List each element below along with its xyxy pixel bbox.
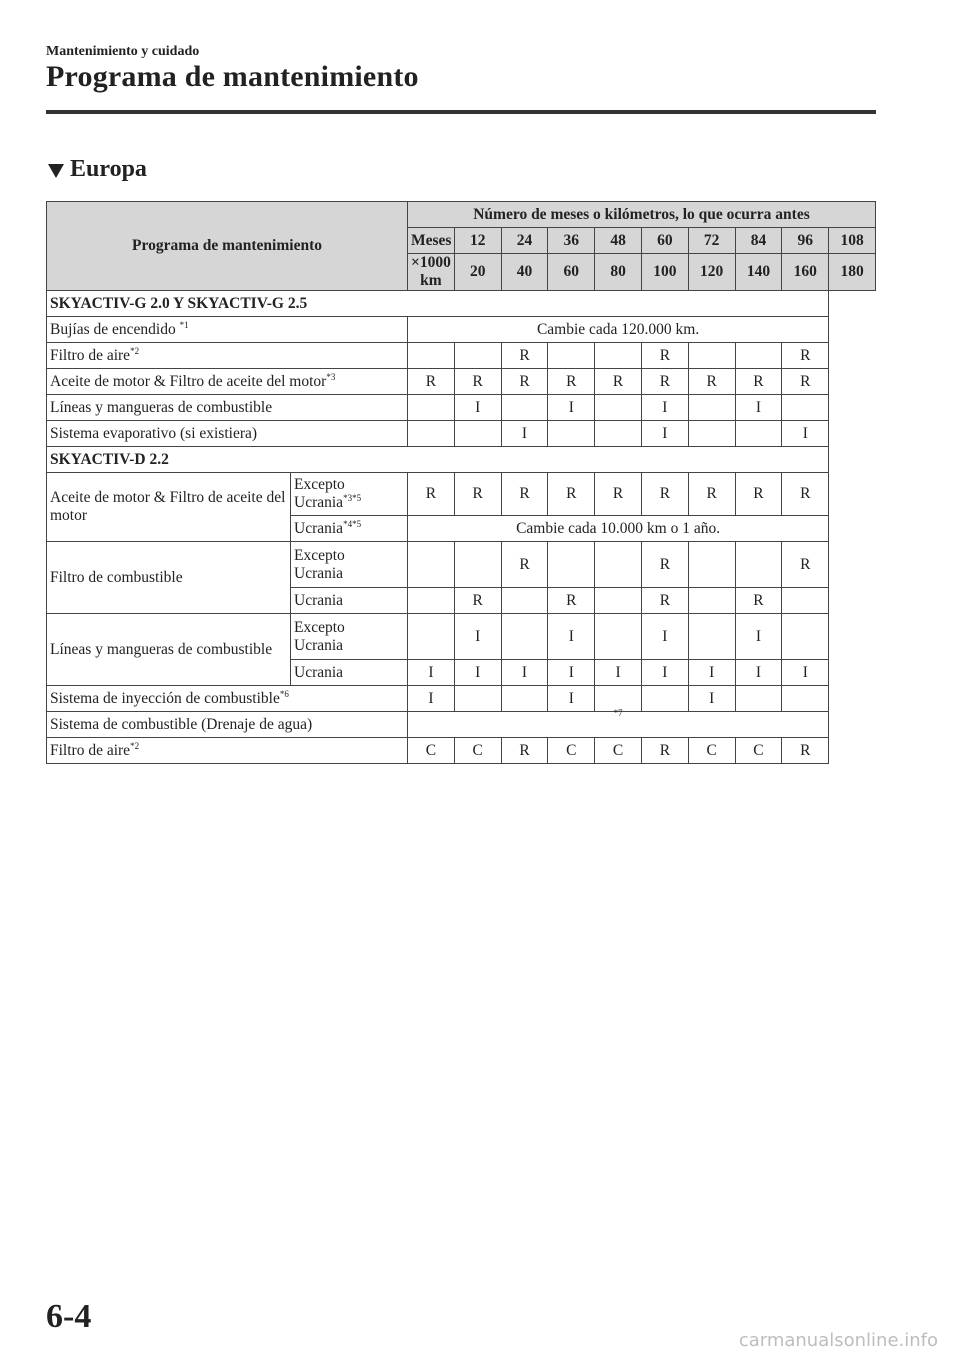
schedule-cell: C	[408, 738, 455, 764]
schedule-cell: R	[641, 343, 688, 369]
schedule-cell	[688, 614, 735, 660]
schedule-cell: I	[688, 660, 735, 686]
schedule-cell	[735, 421, 782, 447]
item-label: Sistema de combustible (Drenaje de agua)	[47, 712, 408, 738]
schedule-cell: I	[548, 614, 595, 660]
schedule-cell	[408, 588, 455, 614]
months-label: Meses	[408, 228, 455, 254]
maintenance-table	[46, 201, 876, 764]
schedule-cell: C	[688, 738, 735, 764]
item-sublabel: Excepto Ucrania	[291, 614, 408, 660]
item-label: Sistema de inyección de combustible$^{*6}$	[47, 686, 408, 712]
table-row	[47, 421, 876, 447]
item-label: Filtro de aire$^{*2}$	[47, 738, 408, 764]
schedule-cell: R	[408, 369, 455, 395]
schedule-cell	[501, 686, 548, 712]
item-sublabel: Ucrania	[291, 588, 408, 614]
table-row	[47, 686, 876, 712]
schedule-cell	[735, 686, 782, 712]
table-row	[47, 473, 876, 516]
schedule-cell: R	[501, 738, 548, 764]
schedule-cell	[595, 542, 642, 588]
schedule-cell	[548, 343, 595, 369]
item-sublabel: Excepto Ucrania	[291, 542, 408, 588]
schedule-cell	[548, 542, 595, 588]
schedule-cell: R	[782, 738, 829, 764]
table-row	[47, 542, 876, 588]
section-title: Europa	[70, 156, 147, 182]
schedule-cell: R	[501, 343, 548, 369]
schedule-cell: R	[641, 738, 688, 764]
km-cell: 120	[688, 254, 735, 291]
km-cell: 80	[595, 254, 642, 291]
schedule-cell	[688, 421, 735, 447]
schedule-cell: R	[454, 369, 501, 395]
schedule-cell	[408, 421, 455, 447]
month-cell: 48	[595, 228, 642, 254]
schedule-cell	[408, 542, 455, 588]
schedule-cell	[735, 343, 782, 369]
schedule-cell	[595, 588, 642, 614]
schedule-cell: I	[501, 660, 548, 686]
schedule-cell: R	[454, 473, 501, 516]
schedule-cell: R	[735, 588, 782, 614]
schedule-cell	[782, 686, 829, 712]
month-cell: 36	[548, 228, 595, 254]
km-cell: 20	[454, 254, 501, 291]
item-label: Aceite de motor & Filtro de aceite del motor	[47, 473, 291, 542]
title-rule	[46, 110, 876, 114]
item-sublabel: Excepto Ucrania$^{*3*5}$	[291, 473, 408, 516]
month-cell: 96	[782, 228, 829, 254]
watermark: carmanualsonline.info	[738, 1330, 938, 1351]
chapter-title: Mantenimiento y cuidado	[46, 44, 200, 59]
schedule-cell: R	[735, 473, 782, 516]
schedule-cell: R	[595, 369, 642, 395]
schedule-cell: R	[735, 369, 782, 395]
month-cell: 72	[688, 228, 735, 254]
table-row	[47, 343, 876, 369]
schedule-cell: R	[408, 473, 455, 516]
item-note: Cambie cada 10.000 km o 1 año.	[408, 516, 829, 542]
schedule-cell: I	[501, 421, 548, 447]
schedule-cell	[501, 614, 548, 660]
page-number: 6-4	[46, 1298, 92, 1335]
schedule-cell: C	[454, 738, 501, 764]
schedule-cell: I	[735, 660, 782, 686]
schedule-cell	[501, 395, 548, 421]
schedule-cell: R	[548, 369, 595, 395]
schedule-cell: R	[641, 369, 688, 395]
schedule-cell: I	[548, 660, 595, 686]
schedule-cell: R	[688, 473, 735, 516]
schedule-cell: I	[454, 660, 501, 686]
item-label: Sistema evaporativo (si existiera)	[47, 421, 408, 447]
schedule-cell	[595, 343, 642, 369]
item-label: Filtro de aire$^{*2}$	[47, 343, 408, 369]
item-label: Líneas y mangueras de combustible	[47, 395, 408, 421]
schedule-cell	[595, 421, 642, 447]
schedule-cell: R	[501, 542, 548, 588]
schedule-cell: I	[454, 395, 501, 421]
item-note: *7	[408, 712, 829, 738]
triangle-down-icon	[48, 164, 64, 178]
km-cell: 180	[829, 254, 876, 291]
item-sublabel: Ucrania$^{*4*5}$	[291, 516, 408, 542]
schedule-cell: I	[548, 686, 595, 712]
schedule-cell: C	[735, 738, 782, 764]
schedule-cell	[501, 588, 548, 614]
group-row	[47, 447, 876, 473]
schedule-cell: I	[641, 395, 688, 421]
km-cell: 160	[782, 254, 829, 291]
month-cell: 108	[829, 228, 876, 254]
schedule-cell: I	[735, 395, 782, 421]
schedule-cell	[782, 588, 829, 614]
group-title: SKYACTIV-G 2.0 Y SKYACTIV-G 2.5	[47, 291, 829, 317]
km-cell: 100	[641, 254, 688, 291]
item-label: Aceite de motor & Filtro de aceite del motor$^{*3}$	[47, 369, 408, 395]
schedule-cell: I	[735, 614, 782, 660]
page-title: Programa de mantenimiento	[46, 60, 419, 93]
table-row	[47, 395, 876, 421]
km-cell: 40	[501, 254, 548, 291]
schedule-cell: I	[641, 421, 688, 447]
schedule-cell: I	[641, 660, 688, 686]
schedule-cell	[408, 395, 455, 421]
schedule-cell	[688, 395, 735, 421]
item-sublabel: Ucrania	[291, 660, 408, 686]
schedule-cell: R	[548, 473, 595, 516]
schedule-cell: R	[454, 588, 501, 614]
schedule-cell: R	[782, 542, 829, 588]
km-cell: 60	[548, 254, 595, 291]
schedule-cell: I	[641, 614, 688, 660]
schedule-cell: R	[641, 473, 688, 516]
km-label: ×1000 km	[408, 254, 455, 291]
schedule-cell	[735, 542, 782, 588]
month-cell: 24	[501, 228, 548, 254]
table-row	[47, 738, 876, 764]
schedule-cell	[595, 614, 642, 660]
table-row	[47, 369, 876, 395]
table-row	[47, 614, 876, 660]
schedule-cell: C	[595, 738, 642, 764]
group-title: SKYACTIV-D 2.2	[47, 447, 829, 473]
table-row	[47, 712, 876, 738]
schedule-cell	[454, 421, 501, 447]
schedule-cell: R	[595, 473, 642, 516]
schedule-cell	[548, 421, 595, 447]
schedule-cell: I	[688, 686, 735, 712]
header-row-1	[47, 202, 876, 228]
item-label: Filtro de combustible	[47, 542, 291, 614]
section-heading	[48, 156, 147, 183]
span-header: Número de meses o kilómetros, lo que ocurra antes	[408, 202, 876, 228]
schedule-cell: I	[595, 660, 642, 686]
schedule-cell: I	[548, 395, 595, 421]
schedule-cell	[641, 686, 688, 712]
item-label: Líneas y mangueras de combustible	[47, 614, 291, 686]
schedule-cell: C	[548, 738, 595, 764]
month-cell: 84	[735, 228, 782, 254]
schedule-cell	[688, 588, 735, 614]
schedule-cell	[782, 395, 829, 421]
month-cell: 12	[454, 228, 501, 254]
schedule-cell: I	[454, 614, 501, 660]
schedule-cell: R	[501, 473, 548, 516]
schedule-cell	[408, 614, 455, 660]
month-cell: 60	[641, 228, 688, 254]
schedule-cell: R	[782, 369, 829, 395]
schedule-cell: I	[408, 660, 455, 686]
item-label: Bujías de encendido $^{*1}$	[47, 317, 408, 343]
schedule-cell	[782, 614, 829, 660]
schedule-cell: I	[408, 686, 455, 712]
schedule-cell: R	[782, 473, 829, 516]
schedule-cell: I	[782, 421, 829, 447]
table-row	[47, 317, 876, 343]
schedule-cell	[454, 686, 501, 712]
item-note: Cambie cada 120.000 km.	[408, 317, 829, 343]
schedule-cell	[688, 542, 735, 588]
schedule-cell	[454, 343, 501, 369]
schedule-cell: R	[641, 542, 688, 588]
schedule-cell	[454, 542, 501, 588]
schedule-cell: R	[688, 369, 735, 395]
schedule-cell: R	[782, 343, 829, 369]
schedule-cell: R	[641, 588, 688, 614]
schedule-cell	[595, 395, 642, 421]
schedule-cell: I	[782, 660, 829, 686]
group-row	[47, 291, 876, 317]
km-cell: 140	[735, 254, 782, 291]
schedule-cell	[688, 343, 735, 369]
schedule-cell	[408, 343, 455, 369]
program-header: Programa de mantenimiento	[47, 202, 408, 291]
schedule-cell: R	[548, 588, 595, 614]
schedule-cell: R	[501, 369, 548, 395]
